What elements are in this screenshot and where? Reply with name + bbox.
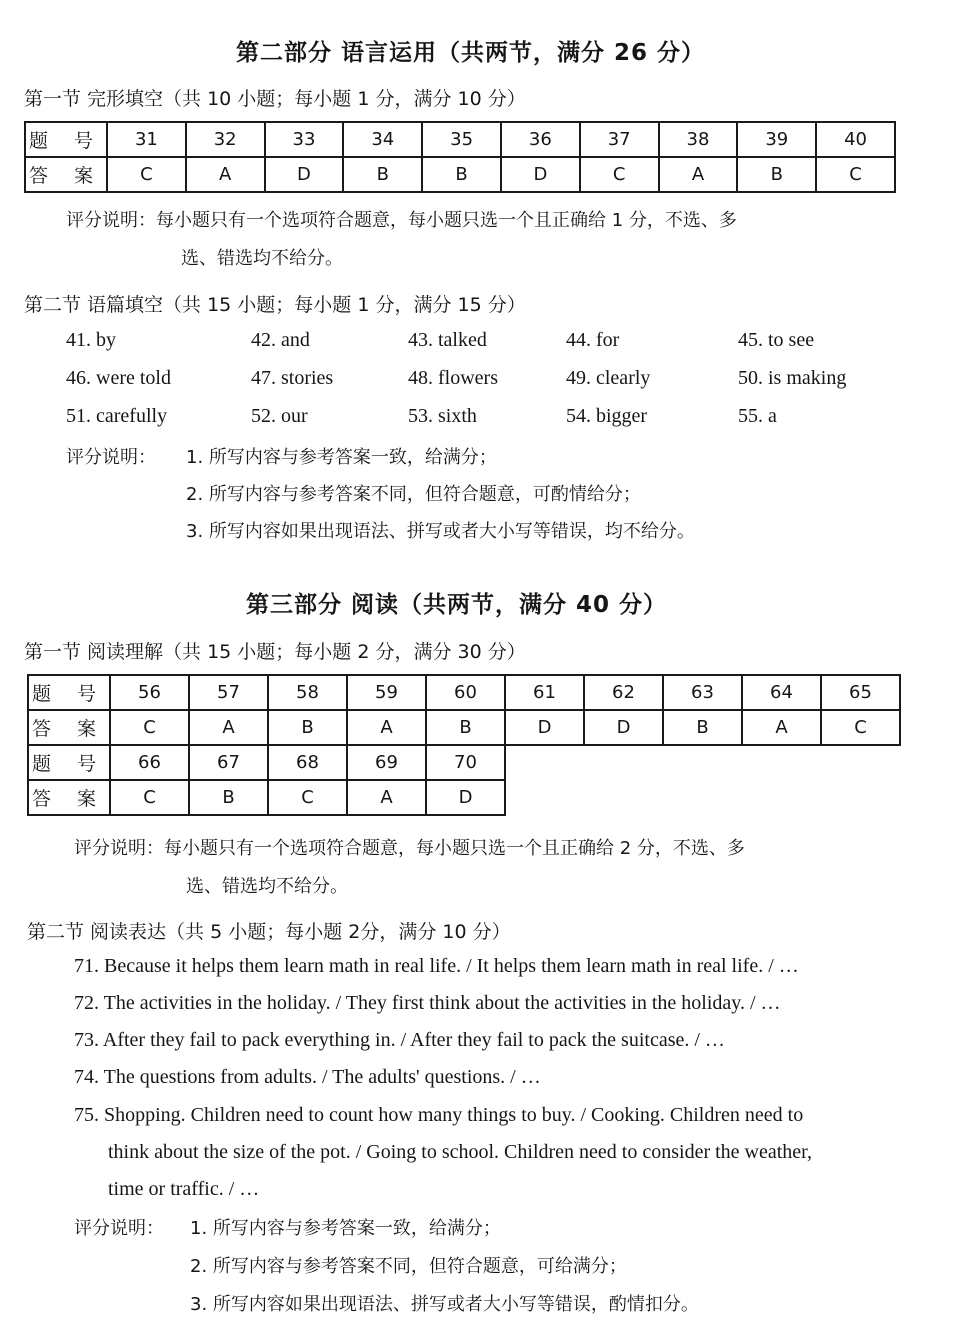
fill-answer: 47. stories <box>251 367 334 389</box>
fill-answer: 49. clearly <box>566 367 651 389</box>
question-number: 38 <box>659 122 738 157</box>
scoring-note-item: 2. 所写内容与参考答案不同，但符合题意，可给满分； <box>190 1256 627 1277</box>
question-number: 64 <box>742 675 821 710</box>
reading-answer: 74. The questions from adults. / The adults' questions. / … <box>74 1066 541 1088</box>
answer-cell: C <box>821 710 900 745</box>
answer-cell: B <box>422 157 501 192</box>
question-number: 33 <box>265 122 344 157</box>
table-row <box>28 675 900 710</box>
empty-cell <box>505 780 900 815</box>
reading-answer: 71. Because it helps them learn math in real life. / It helps them learn math in real life. / … <box>74 955 799 977</box>
part3-sec2-heading: 第二节 阅读表达（共 5 小题；每小题 2分，满分 10 分） <box>27 921 511 943</box>
question-number: 68 <box>268 745 347 780</box>
answer-cell: C <box>580 157 659 192</box>
part2-answer-table <box>24 121 896 193</box>
scoring-note-item: 1. 所写内容与参考答案一致，给满分； <box>190 1218 501 1239</box>
answer-cell: B <box>343 157 422 192</box>
table-row <box>28 710 900 745</box>
scoring-note-item: 2. 所写内容与参考答案不同，但符合题意，可酌情给分； <box>186 484 641 505</box>
fill-answer: 52. our <box>251 405 308 427</box>
answer-cell: B <box>737 157 816 192</box>
table-row <box>28 745 900 780</box>
fill-answer: 53. sixth <box>408 405 477 427</box>
answer-cell: D <box>265 157 344 192</box>
answer-cell: B <box>426 710 505 745</box>
question-number: 56 <box>110 675 189 710</box>
table-row <box>25 157 895 192</box>
question-number: 32 <box>186 122 265 157</box>
scoring-note-cont: 选、错选均不给分。 <box>181 248 343 269</box>
fill-answer: 54. bigger <box>566 405 648 427</box>
question-number: 31 <box>107 122 186 157</box>
question-number: 70 <box>426 745 505 780</box>
reading-answer: 72. The activities in the holiday. / They first think about the activities in the holiday. / … <box>74 992 781 1014</box>
row-label-answer: 答 案 <box>28 780 110 815</box>
question-number: 58 <box>268 675 347 710</box>
fill-answer: 50. is making <box>738 367 847 389</box>
question-number: 62 <box>584 675 663 710</box>
answer-cell: C <box>110 780 189 815</box>
answer-cell: A <box>347 780 426 815</box>
question-number: 57 <box>189 675 268 710</box>
scoring-note-item: 3. 所写内容如果出现语法、拼写或者大小写等错误，均不给分。 <box>186 521 695 542</box>
answer-cell: A <box>347 710 426 745</box>
question-number: 67 <box>189 745 268 780</box>
fill-answer: 55. a <box>738 405 777 427</box>
empty-cell <box>505 745 900 780</box>
part2-sec1-heading: 第一节 完形填空（共 10 小题；每小题 1 分，满分 10 分） <box>24 88 526 110</box>
row-label-answer: 答 案 <box>25 157 107 192</box>
scoring-note-item: 3. 所写内容如果出现语法、拼写或者大小写等错误，酌情扣分。 <box>190 1294 699 1315</box>
question-number: 36 <box>501 122 580 157</box>
question-number: 37 <box>580 122 659 157</box>
answer-cell: A <box>189 710 268 745</box>
scoring-note-label: 评分说明： <box>74 1218 164 1239</box>
scoring-note: 评分说明：每小题只有一个选项符合题意，每小题只选一个且正确给 1 分，不选、多 <box>66 210 737 231</box>
fill-answer: 44. for <box>566 329 620 351</box>
answer-cell: C <box>110 710 189 745</box>
question-number: 69 <box>347 745 426 780</box>
part2-sec2-heading: 第二节 语篇填空（共 15 小题；每小题 1 分，满分 15 分） <box>24 294 526 316</box>
scoring-note-cont: 选、错选均不给分。 <box>186 876 348 897</box>
scoring-note-item: 1. 所写内容与参考答案一致，给满分； <box>186 447 497 468</box>
question-number: 65 <box>821 675 900 710</box>
question-number: 59 <box>347 675 426 710</box>
question-number: 60 <box>426 675 505 710</box>
question-number: 63 <box>663 675 742 710</box>
answer-cell: A <box>186 157 265 192</box>
answer-cell: C <box>816 157 895 192</box>
answer-cell: D <box>426 780 505 815</box>
reading-answer-cont: time or traffic. / … <box>108 1178 260 1200</box>
fill-answer: 41. by <box>66 329 116 351</box>
table-row <box>25 122 895 157</box>
reading-answer: 75. Shopping. Children need to count how many things to buy. / Cooking. Children need to <box>74 1104 804 1126</box>
answer-cell: D <box>501 157 580 192</box>
question-number: 35 <box>422 122 501 157</box>
fill-answer: 43. talked <box>408 329 487 351</box>
question-number: 61 <box>505 675 584 710</box>
question-number: 39 <box>737 122 816 157</box>
question-number: 40 <box>816 122 895 157</box>
part3-sec1-heading: 第一节 阅读理解（共 15 小题；每小题 2 分，满分 30 分） <box>24 641 526 663</box>
answer-cell: D <box>584 710 663 745</box>
answer-cell: B <box>268 710 347 745</box>
question-number: 66 <box>110 745 189 780</box>
fill-answer: 46. were told <box>66 367 171 389</box>
answer-cell: D <box>505 710 584 745</box>
answer-cell: A <box>659 157 738 192</box>
row-label-question: 题 号 <box>28 745 110 780</box>
scoring-note: 评分说明：每小题只有一个选项符合题意，每小题只选一个且正确给 2 分，不选、多 <box>74 838 745 859</box>
answer-cell: B <box>189 780 268 815</box>
part3-answer-table <box>27 674 901 816</box>
part3-title: 第三部分 阅读（共两节，满分 40 分） <box>246 592 668 618</box>
row-label-answer: 答 案 <box>28 710 110 745</box>
reading-answer: 73. After they fail to pack everything in. / After they fail to pack the suitcase. / … <box>74 1029 725 1051</box>
row-label-question: 题 号 <box>28 675 110 710</box>
question-number: 34 <box>343 122 422 157</box>
fill-answer: 51. carefully <box>66 405 168 427</box>
row-label-question: 题 号 <box>25 122 107 157</box>
reading-answer-cont: think about the size of the pot. / Going to school. Children need to consider the weather, <box>108 1141 813 1163</box>
table-row <box>28 780 900 815</box>
fill-answer: 42. and <box>251 329 310 351</box>
part2-title: 第二部分 语言运用（共两节，满分 26 分） <box>236 40 706 66</box>
answer-cell: B <box>663 710 742 745</box>
scoring-note-label: 评分说明： <box>66 447 156 468</box>
fill-answer: 45. to see <box>738 329 815 351</box>
answer-cell: C <box>268 780 347 815</box>
fill-answer: 48. flowers <box>408 367 498 389</box>
answer-cell: C <box>107 157 186 192</box>
answer-cell: A <box>742 710 821 745</box>
